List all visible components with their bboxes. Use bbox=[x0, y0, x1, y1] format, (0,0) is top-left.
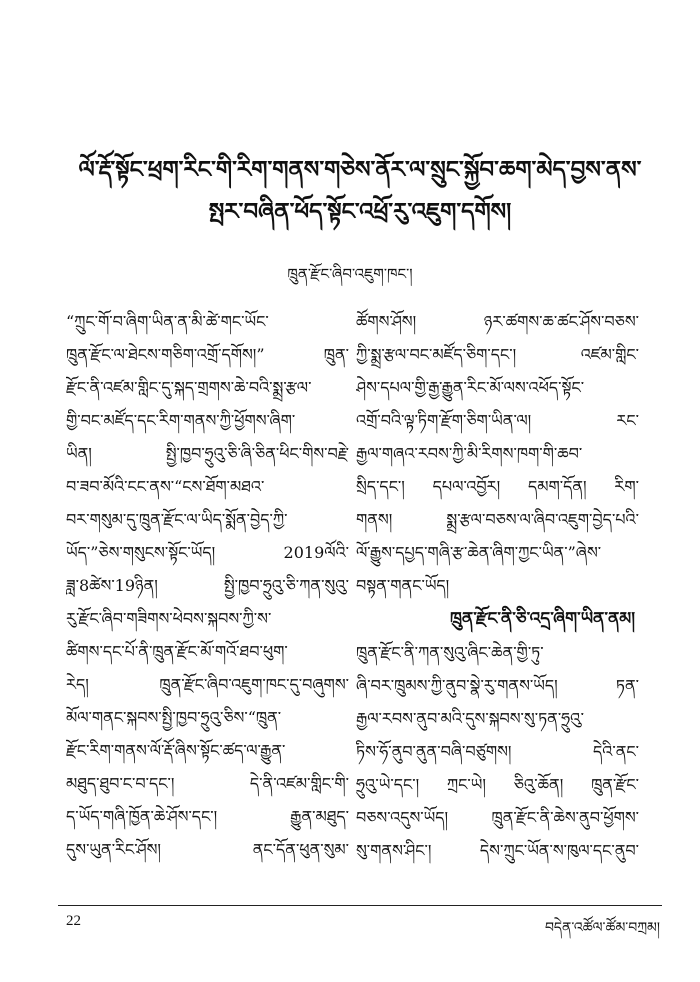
text-line: ཁྲུན་རྫོང་ནི་ཀན་སུའུ་ཞིང་ཆེན་གྱི་ཏུ་ bbox=[356, 643, 544, 662]
right-column-paragraph-2 bbox=[356, 636, 639, 867]
text-line: ཡོད་”ཅེས་གསུངས་སྟོང་ཡོད། 2019ལོའི་ bbox=[66, 543, 349, 562]
page-number: 22 bbox=[66, 913, 81, 929]
text-line: ཧྲུའུ་ཡེ་དང་། ཀྲང་ཡེ། ཅིའུ་ཆོན། ཁྲུན་རྫོང་ bbox=[356, 775, 639, 794]
text-line: ཁྲུན་རྫོང་ལ་ཐེངས་གཅིག་འགྲོ་དགོས།” ཁྲུན་ bbox=[66, 345, 349, 364]
journal-name: བདེན་འཚོལ་ཚོམ་བཀྲམ། bbox=[544, 920, 660, 936]
text-line: ཤེས་དཔལ་གྱི་རྒྱ་རྒྱུན་རིང་མོ་ལས་འཕོད་སྟོང་ bbox=[356, 378, 585, 397]
text-line: མཐུད་ཐུབ་ང་བ་དང་། དེ་ནི་འཛམ་གླིང་གི་ bbox=[66, 774, 349, 793]
text-line: ད་ཡོད་གཞི་ཁྱོན་ཆེ་ཤོས་དང་། རྒྱུན་མཐུད་ bbox=[66, 807, 349, 826]
text-line: རྫོང་རིག་གནས་ལོ་རྡོ་ཞིས་སྟོང་ཚད་ལ་རྒྱུན་ bbox=[66, 741, 286, 760]
text-line: ཚོགས་ཤོས། ཉར་ཚགས་ཆ་ཚང་ཤོས་བཅས་ bbox=[356, 312, 639, 331]
text-line: ཡིན། སྤྱི་ཁྱབ་ཧྲུའུ་ཅི་ཞི་ཅིན་ཕིང་གིས་བརྗེ་ bbox=[66, 444, 349, 463]
footer-divider bbox=[58, 905, 662, 906]
article-title-line-1: ལོ་རྡོ་སྟོང་ཕྲག་རིང་གི་རིག་གནས་གཅེས་ནོར་ལ་སྲུང་སྐྱོབ་ཆག་མེད་བྱས་ནས་ bbox=[78, 156, 642, 183]
text-line: བ་ཟབ་མོའི་ངང་ནས་“ངས་ཐོག་མཐའ་ bbox=[66, 477, 265, 496]
text-line: རྫོང་ནི་འཛམ་གླིང་དུ་སྐད་གྲགས་ཆེ་བའི་སྨྲ་རྩལ་ bbox=[66, 378, 312, 397]
text-line: བསྟན་གནང་ཡོད། bbox=[356, 576, 450, 595]
text-line: ཚིགས་དང་པོ་ནི་ཁྲུན་རྫོང་མོ་གའོ་ཐབ་ཕུག་ bbox=[66, 642, 288, 661]
text-line: བར་གསུམ་དུ་ཁྲུན་རྫོང་ལ་ཡིད་སྨོན་བྱེད་ཀྱི་ bbox=[66, 510, 288, 529]
text-line: རུ་རྫོང་ཞིབ་གཟིགས་ཕེབས་སྐབས་ཀྱི་ས་ bbox=[66, 609, 272, 628]
text-line: ཏིས་ཧོ་ནུབ་ནུན་བཞི་བཙུགས། དེའི་ནང་ bbox=[356, 742, 639, 761]
left-text-column bbox=[66, 305, 349, 866]
right-column-paragraph-1 bbox=[356, 305, 639, 602]
article-title-line-2: སྤར་བཞིན་ཕོད་སྟོང་འཕྲོ་རུ་འཇུག་དགོས། bbox=[208, 198, 512, 225]
text-line: མོལ་གནང་སྐབས་སྤྱི་ཁྱབ་ཧྲུའུ་ཅིས་“ཁྲུན་ bbox=[66, 708, 282, 727]
text-line: སུ་གནས་ཤིང་། དེས་ཀྲུང་ཡོན་ས་ཁུལ་དང་ནུབ་ bbox=[356, 841, 639, 860]
text-line: འགྲོ་བའི་ལྟ་ཏིག་རྫོག་ཅིག་ཡིན་ལ། རང་ bbox=[356, 411, 639, 430]
text-line: རྒྱལ་རབས་ནུབ་མའི་དུས་སྐབས་སུ་ཏན་ཧྲུའུ་ bbox=[356, 709, 584, 728]
text-line: ཀྱི་སྨྲ་རྩལ་བང་མཛོད་ཅིག་དང་། འཛམ་གླིང་ bbox=[356, 345, 639, 364]
text-line: བཅས་འདུས་ཡོད། ཁྲུན་རྫོང་ནི་ཆེས་ནུབ་ཕྱོགས་ bbox=[356, 808, 639, 827]
section-heading: ཁྲུན་རྫོང་ནི་ཅི་འདྲ་ཞིག་ཡིན་ནམ། bbox=[449, 609, 635, 629]
article-author: ཁྲུན་རྫོང་ཞིབ་འཇུག་ཁང་། bbox=[287, 265, 413, 283]
text-line: སྲིད་དང་། དཔལ་འབྱོར། དམག་དོན། རིག་ bbox=[356, 477, 639, 496]
text-line: གནས། སྨྲ་རྩལ་བཅས་ལ་ཞིབ་འཇུག་བྱེད་པའི་ bbox=[356, 510, 639, 529]
text-line: གྱི་བང་མཛོད་དང་རིག་གནས་ཀྱི་ཕྱོགས་ཞིག་ bbox=[66, 411, 296, 430]
text-line: རྒྱལ་གཞའ་རབས་ཀྱི་མི་རིགས་ཁག་གི་ཆབ་ bbox=[356, 444, 583, 463]
text-line: ཞི་བར་ཁྲུམས་ཀྱི་ནུབ་སྣེ་རུ་གནས་ཡོད། ཏན་ bbox=[356, 676, 639, 695]
text-line: “ཀྲུང་གོ་བ་ཞིག་ཡིན་ན་མི་ཚེ་གང་ཡོང་ bbox=[66, 312, 269, 331]
right-text-column bbox=[356, 305, 639, 867]
text-line: ལོ་རྒྱུས་དཔྱད་གཞི་རྩ་ཆེན་ཞིག་ཀྱང་ཡིན་”ཞེས་ bbox=[356, 543, 602, 562]
text-line: དུས་ཡུན་རིང་ཤོས། ནང་དོན་ཕུན་སུམ་ bbox=[66, 840, 349, 859]
text-line: ཟླ་8ཚེས་19ཉིན། སྤྱི་ཁྱབ་ཧྲུའུ་ཅི་ཀན་སུའུ་ bbox=[66, 576, 349, 595]
text-line: རེད། ཁྲུན་རྫོང་ཞིབ་འཇུག་ཁང་དུ་བཞུགས་ bbox=[66, 675, 349, 694]
